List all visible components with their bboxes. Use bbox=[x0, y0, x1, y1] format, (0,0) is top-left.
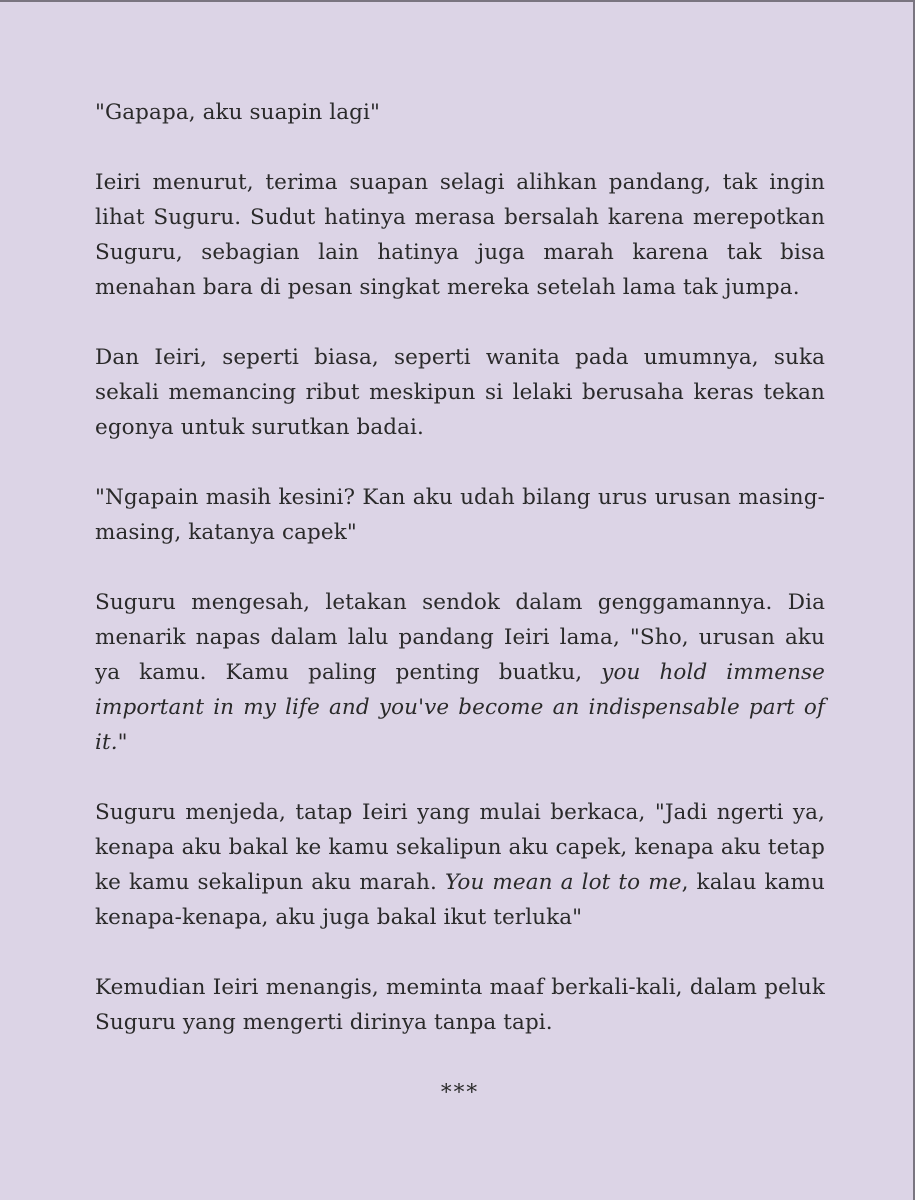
text-segment: , kalau kamu kenapa-kenapa, aku juga bakal ikut terluka" bbox=[95, 870, 825, 930]
scene-separator: *** bbox=[440, 1080, 480, 1105]
paragraph bbox=[95, 340, 825, 445]
paragraph bbox=[95, 970, 825, 1040]
text-segment: Suguru mengesah, letakan sendok dalam genggamannya. Dia menarik napas dalam lalu pandang Ieiri lama, "Sho, urusan aku ya kamu. Kamu paling penting buatku, bbox=[95, 590, 825, 685]
text-segment: Suguru menjeda, tatap Ieiri yang mulai berkaca, "Jadi ngerti ya, kenapa aku bakal ke kamu sekalipun aku capek, kenapa aku tetap ke kamu sekalipun aku marah. bbox=[95, 800, 825, 895]
text-segment: "Gapapa, aku suapin lagi" bbox=[95, 100, 380, 125]
text-segment: Kemudian Ieiri menangis, meminta maaf berkali-kali, dalam peluk Suguru yang mengerti dirinya tanpa tapi. bbox=[95, 975, 825, 1035]
paragraph bbox=[95, 795, 825, 935]
text-segment: Dan Ieiri, seperti biasa, seperti wanita pada umumnya, suka sekali memancing ribut meskipun si lelaki berusaha keras tekan egonya untuk surutkan badai. bbox=[95, 345, 825, 440]
text-segment: Ieiri menurut, terima suapan selagi alihkan pandang, tak ingin lihat Suguru. Sudut hatinya merasa bersalah karena merepotkan Suguru, sebagian lain hatinya juga marah karena tak bisa menahan bara di pesan singkat mereka setelah lama tak jumpa. bbox=[95, 170, 825, 300]
italic-text-segment: You mean a lot to me bbox=[444, 870, 682, 895]
story-text bbox=[95, 95, 825, 1110]
paragraph bbox=[95, 585, 825, 760]
paragraph bbox=[95, 95, 825, 130]
italic-text-segment: you hold immense important in my life and you've become an indispensable part of it. bbox=[95, 660, 825, 755]
paragraph bbox=[95, 480, 825, 550]
text-segment: "Ngapain masih kesini? Kan aku udah bilang urus urusan masing-masing, katanya capek" bbox=[95, 485, 825, 545]
text-segment: " bbox=[117, 730, 128, 755]
paragraph bbox=[95, 165, 825, 305]
